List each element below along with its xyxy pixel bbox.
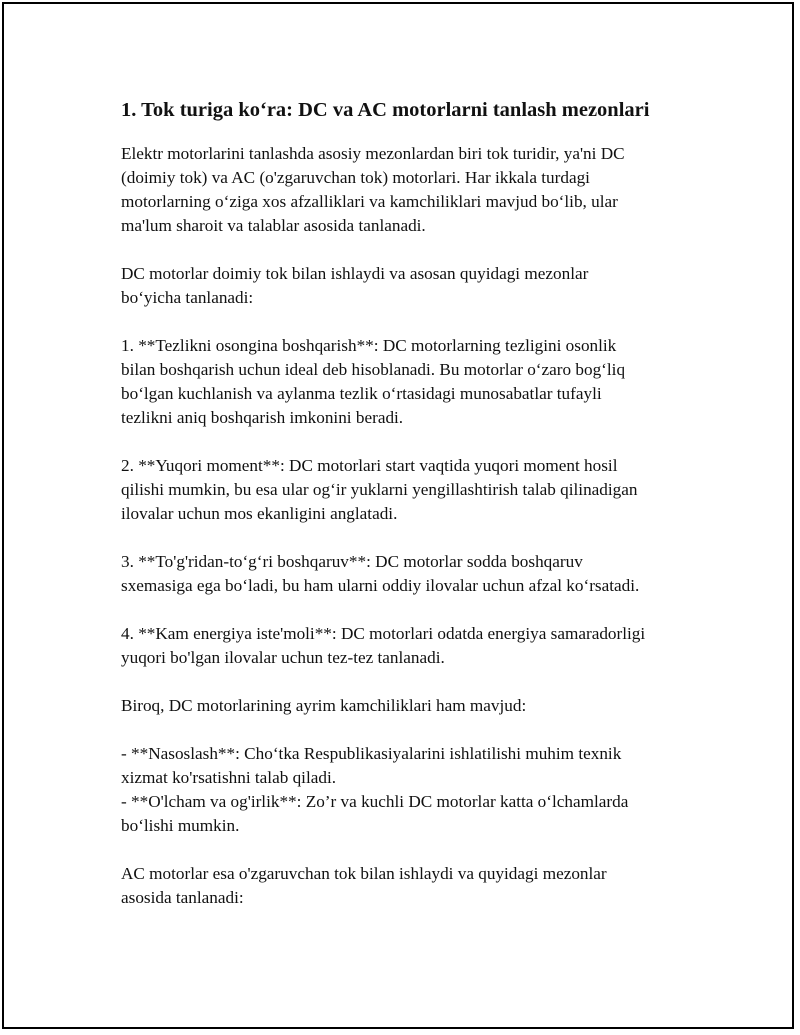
paragraph-list bbox=[121, 142, 701, 910]
paragraph-line: ilovalar uchun mos ekanligini anglatadi. bbox=[121, 504, 398, 523]
paragraph-line: (doimiy tok) va AC (o'zgaruvchan tok) motorlari. Har ikkala turdagi bbox=[121, 168, 590, 187]
paragraph-line: Biroq, DC motorlarining ayrim kamchiliklari ham mavjud: bbox=[121, 696, 527, 715]
paragraph bbox=[121, 142, 701, 238]
paragraph-line: - **Nasoslash**: Cho‘tka Respublikasiyalarini ishlatilishi muhim texnik bbox=[121, 744, 622, 763]
paragraph-line: xizmat ko'rsatishni talab qiladi. bbox=[121, 768, 337, 787]
paragraph-line: 4. **Kam energiya iste'moli**: DC motorlari odatda energiya samaradorligi bbox=[121, 624, 646, 643]
paragraph-line: qilishi mumkin, bu esa ular og‘ir yuklarni yengillashtirish talab qilinadigan bbox=[121, 480, 638, 499]
paragraph-line: 1. **Tezlikni osongina boshqarish**: DC motorlarning tezligini osonlik bbox=[121, 336, 617, 355]
paragraph-line: AC motorlar esa o'zgaruvchan tok bilan ishlaydi va quyidagi mezonlar bbox=[121, 864, 607, 883]
paragraph bbox=[121, 334, 701, 430]
paragraph bbox=[121, 550, 701, 598]
page-frame bbox=[2, 2, 794, 1029]
paragraph-line: yuqori bo'lgan ilovalar uchun tez-tez tanlanadi. bbox=[121, 648, 445, 667]
paragraph-line: asosida tanlanadi: bbox=[121, 888, 244, 907]
paragraph-line: motorlarning o‘ziga xos afzalliklari va kamchiliklari mavjud bo‘lib, ular bbox=[121, 192, 618, 211]
paragraph-line: bilan boshqarish uchun ideal deb hisoblanadi. Bu motorlar o‘zaro bog‘liq bbox=[121, 360, 626, 379]
paragraph-line: bo‘yicha tanlanadi: bbox=[121, 288, 254, 307]
paragraph-line: tezlikni aniq boshqarish imkonini beradi. bbox=[121, 408, 404, 427]
paragraph-line: bo‘lgan kuchlanish va aylanma tezlik o‘rtasidagi munosabatlar tufayli bbox=[121, 384, 602, 403]
paragraph-line: 2. **Yuqori moment**: DC motorlari start vaqtida yuqori moment hosil bbox=[121, 456, 618, 475]
paragraph-line: sxemasiga ega bo‘ladi, bu ham ularni oddiy ilovalar uchun afzal ko‘rsatadi. bbox=[121, 576, 640, 595]
paragraph bbox=[121, 622, 701, 670]
document-body bbox=[121, 96, 701, 934]
paragraph-line: DC motorlar doimiy tok bilan ishlaydi va asosan quyidagi mezonlar bbox=[121, 264, 589, 283]
paragraph bbox=[121, 862, 701, 910]
paragraph bbox=[121, 454, 701, 526]
paragraph bbox=[121, 742, 701, 838]
paragraph-line: - **O'lcham va og'irlik**: Zo’r va kuchli DC motorlar katta o‘lchamlarda bbox=[121, 792, 629, 811]
paragraph bbox=[121, 694, 701, 718]
paragraph-line: bo‘lishi mumkin. bbox=[121, 816, 240, 835]
paragraph-line: ma'lum sharoit va talablar asosida tanlanadi. bbox=[121, 216, 426, 235]
paragraph-line: 3. **To'g'ridan-to‘g‘ri boshqaruv**: DC motorlar sodda boshqaruv bbox=[121, 552, 583, 571]
document-title: 1. Tok turiga ko‘ra: DC va AC motorlarni tanlash mezonlari bbox=[121, 99, 650, 121]
paragraph bbox=[121, 262, 701, 310]
paragraph-line: Elektr motorlarini tanlashda asosiy mezonlardan biri tok turidir, ya'ni DC bbox=[121, 144, 625, 163]
